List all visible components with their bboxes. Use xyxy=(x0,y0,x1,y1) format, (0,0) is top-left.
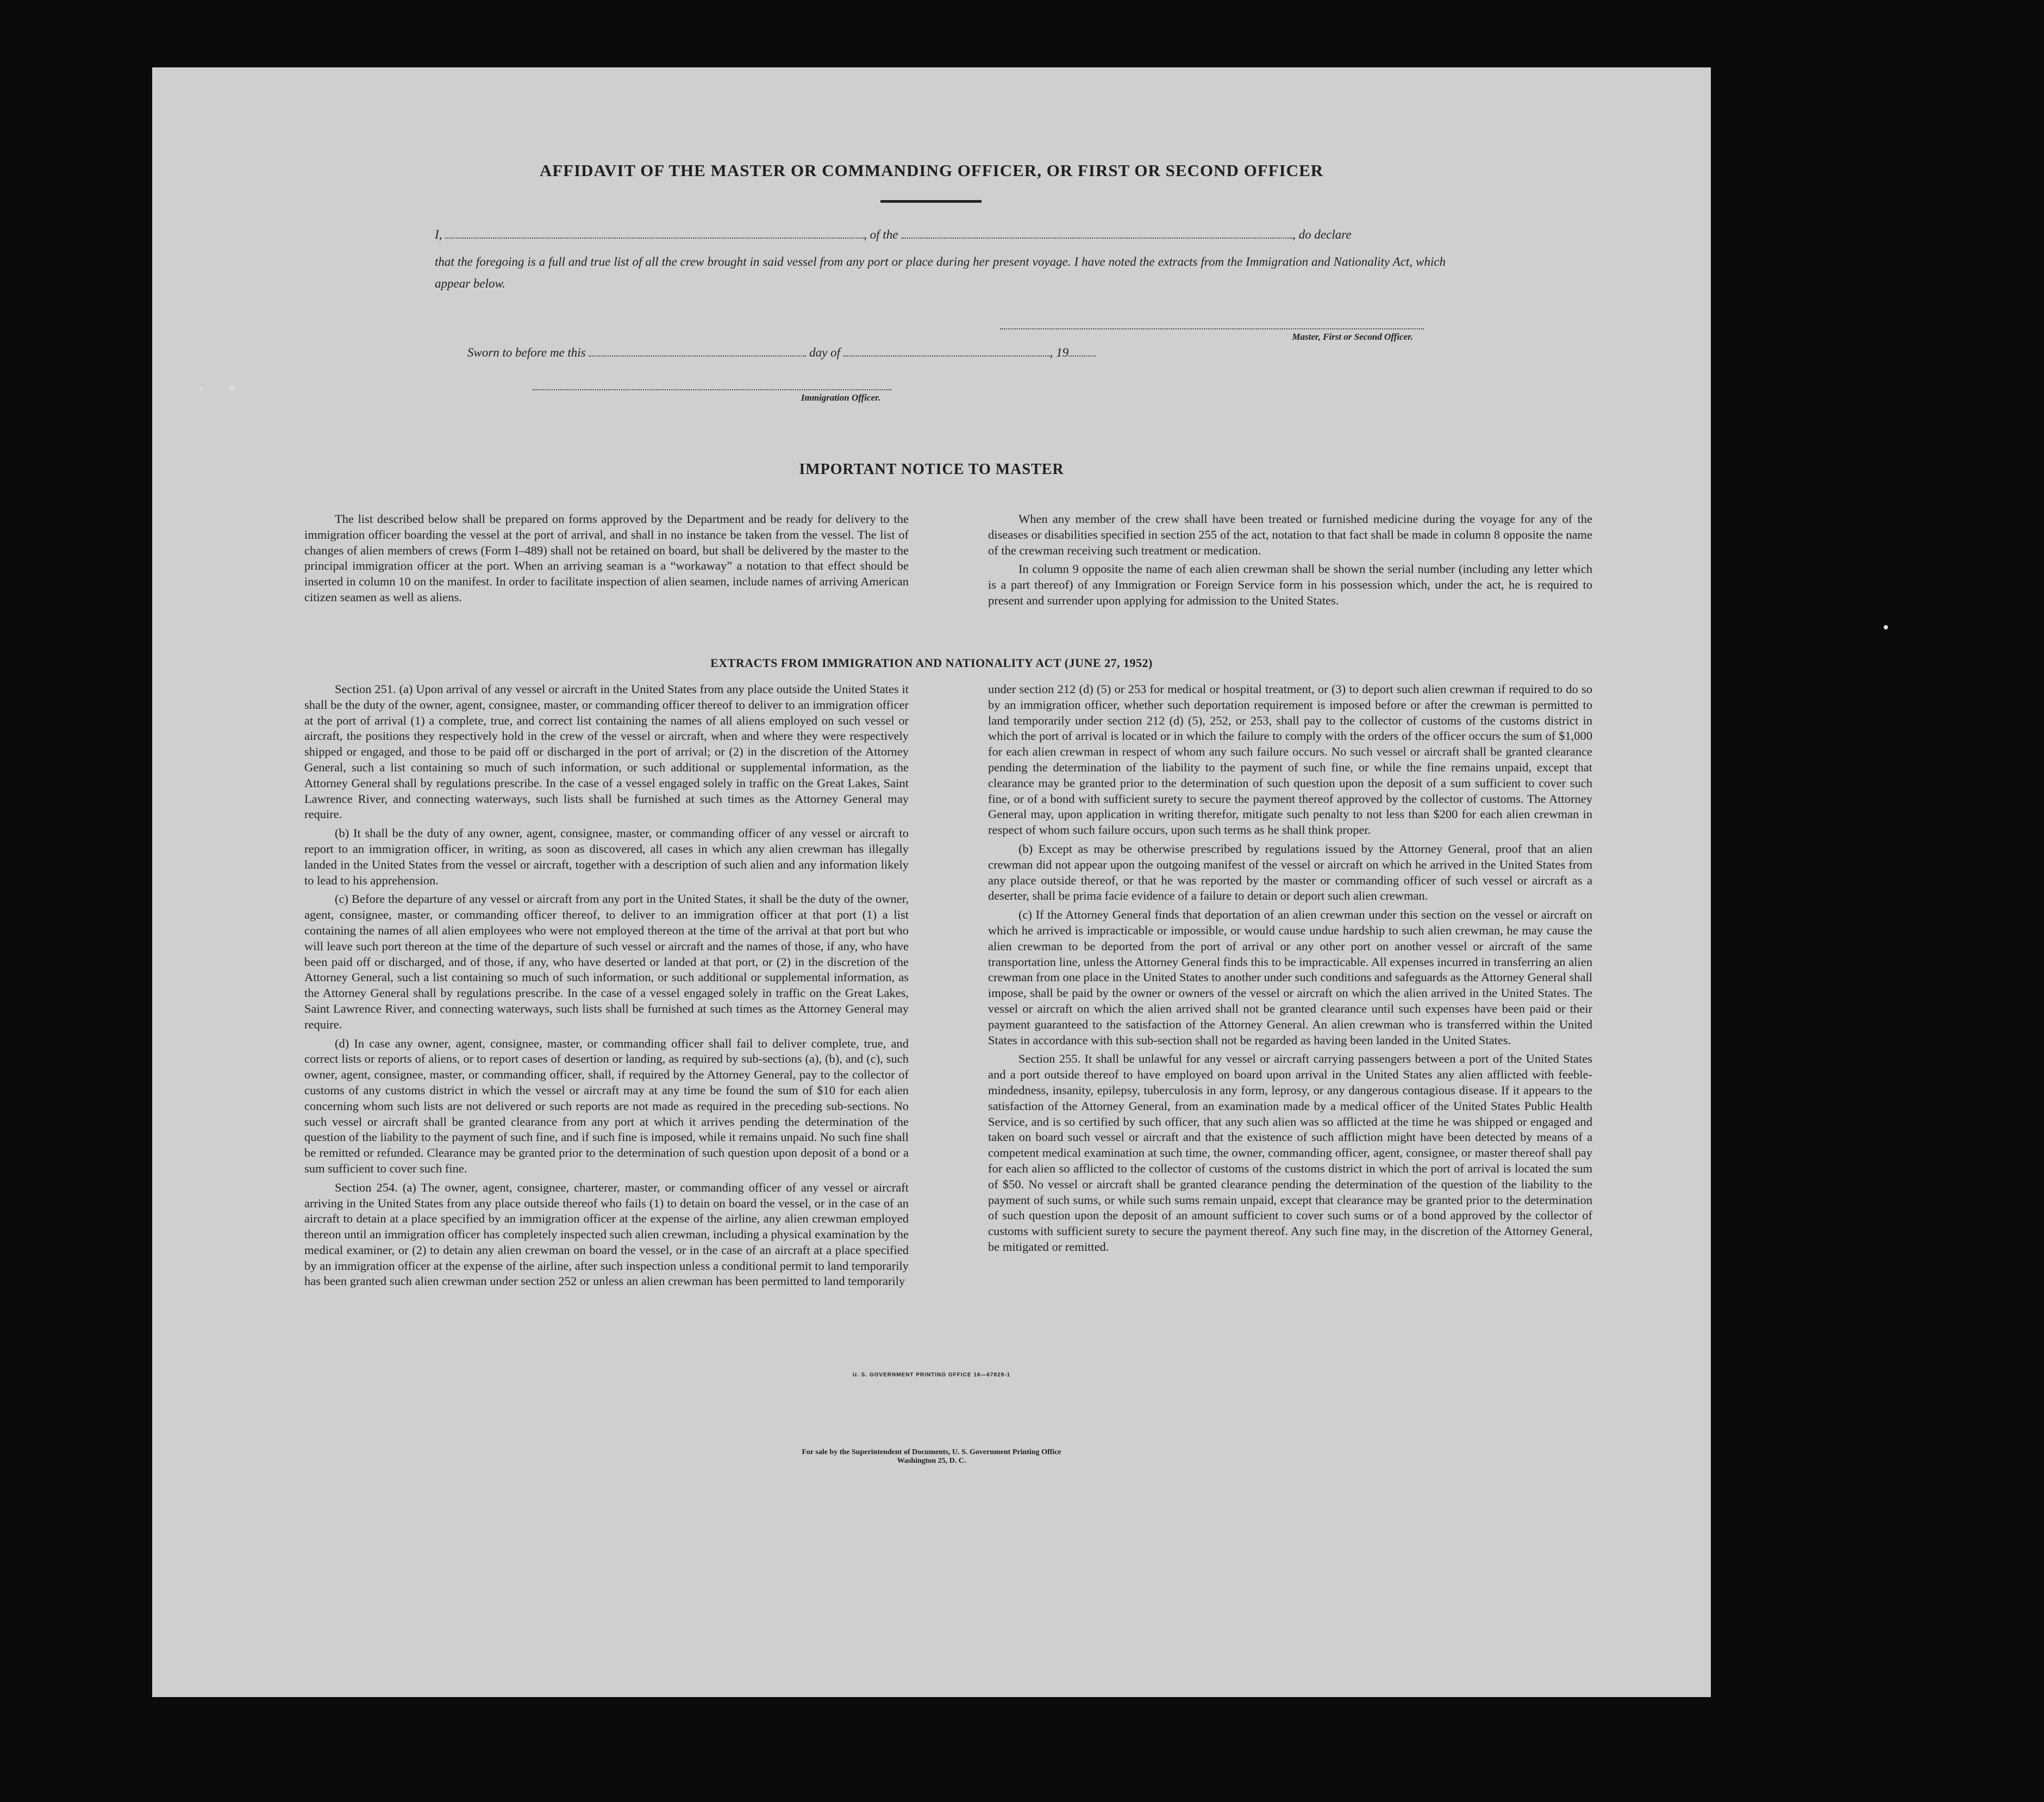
sworn-year-label: , 19 xyxy=(1049,346,1069,359)
sworn-line xyxy=(467,346,1096,360)
sale-line-1: For sale by the Superintendent of Documents, U. S. Government Printing Office xyxy=(802,1448,1061,1456)
sworn-month-field[interactable] xyxy=(843,346,1050,357)
extracts-left-column xyxy=(304,682,909,1293)
form-sheet xyxy=(152,67,1711,1697)
notice-paragraph: In column 9 opposite the name of each alien crewman shall be shown the serial number (including any letter which is a part thereof) of any Immigration or Foreign Service form in his possession which, under the act, he is required to present and surrender upon applying for admission to the United States. xyxy=(988,562,1592,607)
extract-paragraph: Section 255. It shall be unlawful for any vessel or aircraft carrying passengers between a port of the United States and a port outside thereof to have employed on board upon arrival in the United States any alien afflicted with feeble-mindedness, insanity, epilepsy, tuberculosis in any form, leprosy, or any dangerous contagious disease. If it appears to the satisfaction of the Attorney General, from an examination made by a medical officer of the United States Public Health Service, and is so certified by such officer, that any such alien was so afflicted at the time he was shipped or engaged and taken on board such vessel or aircraft and that the existence of such affliction might have been detected by means of a competent medical examination at such time, the owner, commanding officer, agent, consignee, or master thereof shall pay for each alien so afflicted to the collector of customs of the customs district in which the port of arrival is located the sum of $50. No vessel or aircraft shall be granted clearance pending the determination of the question of the liability to the payment of such sums, or while such sums remain unpaid, except that clearance may be granted prior to the determination of such question upon the deposit of an amount sufficient to cover such sums or of a bond approved by the collector of customs with sufficient surety to secure the payment thereof. Any such fine may, in the discretion of the Attorney General, be mitigated or remitted. xyxy=(988,1052,1592,1254)
extracts-right-column xyxy=(988,682,1592,1258)
immigration-officer-signature-field[interactable] xyxy=(533,389,891,390)
declare-of-the-label: , of the xyxy=(864,228,898,241)
sale-notice xyxy=(152,1448,1711,1466)
title-divider xyxy=(880,200,982,203)
extract-paragraph: (c) If the Attorney General finds that deportation of an alien crewman under this section on the vessel or aircraft on which he arrived is impracticable or impossible, or would cause undue hardship to such alien crewman, he may cause the alien crewman to be deported from the port of arrival or any other port on another vessel or aircraft of the same transportation line, unless the Attorney General finds this to be impracticable. All expenses incurred in transferring an alien crewman from one place in the United States to another under such conditions and safeguards as the Attorney General shall impose, shall be paid by the owner or owners of the vessel or aircraft on which the alien arrived in the United States. The vessel or aircraft on which the alien arrived shall not be granted clearance until such expenses have been paid or their payment guaranteed to the satisfaction of the Attorney General. An alien crewman who is transferred within the United States in accordance with this sub-section shall not be regarded as having been landed in the United States. xyxy=(988,908,1592,1047)
extract-paragraph: (b) It shall be the duty of any owner, agent, consignee, master, or commanding officer of any vessel or aircraft to report to an immigration officer, in writing, as soon as discovered, all cases in which any alien crewman has illegally landed in the United States from the vessel or aircraft, together with a description of such alien and any information likely to lead to his apprehension. xyxy=(304,826,909,887)
scan-speck xyxy=(1884,625,1888,629)
master-signature-field[interactable] xyxy=(1000,328,1424,329)
scan-speck xyxy=(228,386,236,389)
sworn-day-of-label: day of xyxy=(809,346,840,359)
vessel-name-field[interactable] xyxy=(901,228,1292,239)
extract-paragraph: under section 212 (d) (5) or 253 for medical or hospital treatment, or (3) to deport such alien crewman if required to do so by an immigration officer, whether such deportation requirement is imposed before or after the crewman is permitted to land temporarily under section 212 (d) (5), 252, or 253, shall pay to the collector of customs of the customs district in which the port of arrival is located or in which the failure to comply with the orders of the officer occurs the sum of $1,000 for each alien crewman in respect of whom any such failure occurs. No such vessel or aircraft shall be granted clearance pending the determination of the liability to the payment of such fine, or while the fine remains unpaid, except that clearance may be granted prior to the determination of such question upon the deposit of a sum sufficient to cover such fine, or of a bond with sufficient surety to secure the payment thereof approved by the collector of customs. The Attorney General may, upon application in writing therefor, mitigate such penalty to not less than $200 for each alien crewman in respect of whom such failure occurs, upon such terms as he shall think proper. xyxy=(988,682,1592,837)
notice-paragraph: When any member of the crew shall have been treated or furnished medicine during the voyage for any of the diseases or disabilities specified in section 255 of the act, notation to that fact shall be made in column 8 opposite the name of the crewman receiving such treatment or medication. xyxy=(988,512,1592,557)
declare-i-label: I, xyxy=(435,228,442,241)
extracts-title: EXTRACTS FROM IMMIGRATION AND NATIONALITY ACT (JUNE 27, 1952) xyxy=(710,656,1153,670)
sworn-day-field[interactable] xyxy=(589,346,806,357)
declaration-line xyxy=(435,228,1446,242)
notice-right-column xyxy=(988,512,1592,612)
notice-title: IMPORTANT NOTICE TO MASTER xyxy=(799,461,1064,478)
notice-left-column xyxy=(304,512,909,609)
scan-speck xyxy=(200,387,203,390)
sworn-year-field[interactable] xyxy=(1068,346,1096,357)
immigration-officer-label: Immigration Officer. xyxy=(801,392,880,403)
declaration-body: that the foregoing is a full and true list of all the crew brought in said vessel from any port or place during her present voyage. I have noted the extracts from the Immigration and Nationality Act, which appear below. xyxy=(435,255,1446,290)
officer-name-field[interactable] xyxy=(445,228,864,239)
affidavit-title: AFFIDAVIT OF THE MASTER OR COMMANDING OFFICER, OR FIRST OR SECOND OFFICER xyxy=(539,161,1324,180)
extract-paragraph: Section 251. (a) Upon arrival of any vessel or aircraft in the United States from any place outside the United States it shall be the duty of the owner, agent, consignee, master, or commanding officer thereof to deliver to an immigration officer at the port of arrival (1) a complete, true, and correct list containing the names of all aliens employed on such vessel or aircraft, the positions they respectively hold in the crew of the vessel or aircraft, when and where they were respectively shipped or engaged, and those to be paid off or discharged in the port of arrival; or (2) in the discretion of the Attorney General, such a list containing so much of such information, or such additional or supplemental information, as the Attorney General shall by regulations prescribe. In the case of a vessel engaged solely in traffic on the Great Lakes, Saint Lawrence River, and connecting waterways, such lists shall be furnished at such times as the Attorney General may require. xyxy=(304,682,909,821)
extract-paragraph: Section 254. (a) The owner, agent, consignee, charterer, master, or commanding officer of any vessel or aircraft arriving in the United States from any place outside thereof who fails (1) to detain on board the vessel, or in the case of an aircraft to detain at a place specified by an immigration officer at the expense of the airline, any alien crewman employed thereon until an immigration officer has completely inspected such alien crewman, including a physical examination by the medical examiner, or (2) to detain any alien crewman on board the vessel, or in the case of an aircraft at a place specified by an immigration officer at the expense of the airline, after such inspection unless a conditional permit to land temporarily has been granted such alien crewman under section 252 or unless an alien crewman has been permitted to land temporarily xyxy=(304,1180,909,1288)
sale-line-2: Washington 25, D. C. xyxy=(897,1457,966,1465)
extract-paragraph: (c) Before the departure of any vessel or aircraft from any port in the United States, it shall be the duty of the owner, agent, consignee, master, or commanding officer thereof, to deliver to an immigration officer at that port (1) a list containing the names of all alien employees who were not employed thereon at the time of the arrival at that port but who will leave such port thereon at the time of the departure of such vessel or aircraft and the names of those, if any, who have been paid off or discharged, and of those, if any, who have deserted or landed at that port, or (2) in the discretion of the Attorney General, such a list containing so much of such information, or such additional or supplemental information, as the Attorney General shall by regulations prescribe. In the case of a vessel engaged solely in traffic on the Great Lakes, Saint Lawrence River, and connecting waterways, such lists shall be furnished at such times as the Attorney General may require. xyxy=(304,892,909,1031)
gpo-imprint: U. S. GOVERNMENT PRINTING OFFICE 16—67829-1 xyxy=(852,1372,1011,1378)
master-signature-label: Master, First or Second Officer. xyxy=(1292,332,1413,342)
extract-paragraph: (b) Except as may be otherwise prescribed by regulations issued by the Attorney General, proof that an alien crewman did not appear upon the outgoing manifest of the vessel or aircraft on which he arrived in the United States from any place outside thereof, or that he was reported by the master or commanding officer of such vessel or aircraft as a deserter, shall be prima facie evidence of a failure to detain or deport such alien crewman. xyxy=(988,841,1592,903)
sworn-prefix-label: Sworn to before me this xyxy=(467,346,586,359)
notice-paragraph: The list described below shall be prepared on forms approved by the Department and be ready for delivery to the immigration officer boarding the vessel at the port of arrival, and shall in no instance be taken from the vessel. The list of changes of alien members of crews (Form I–489) shall not be retained on board, but shall be delivered by the master to the principal immigration officer at the port. When an arriving seaman is a “workaway” a notation to that effect should be inserted in column 10 on the manifest. In order to facilitate inspection of alien seamen, include names of arriving American citizen seamen as well as aliens. xyxy=(304,512,909,604)
declare-end-label: , do declare xyxy=(1292,228,1352,241)
extract-paragraph: (d) In case any owner, agent, consignee, master, or commanding officer shall fail to deliver complete, true, and correct lists or reports of aliens, or to report cases of desertion or landing, as required by sub-sections (a), (b), and (c), such owner, agent, consignee, master, or commanding officer, shall, if required by the Attorney General, pay to the collector of customs of any customs district in which the vessel or aircraft may at any time be found the sum of $10 for each alien concerning whom such lists are not delivered or such reports are not made as required in the preceding sub-sections. No such vessel or aircraft shall be granted clearance from any port at which it arrives pending the determination of the question of the liability to the payment of such fine, and if such fine is imposed, while it remains unpaid. No such fine shall be remitted or refunded. Clearance may be granted prior to the determination of such question upon deposit of a bond or a sum sufficient to cover such fine. xyxy=(304,1036,909,1175)
